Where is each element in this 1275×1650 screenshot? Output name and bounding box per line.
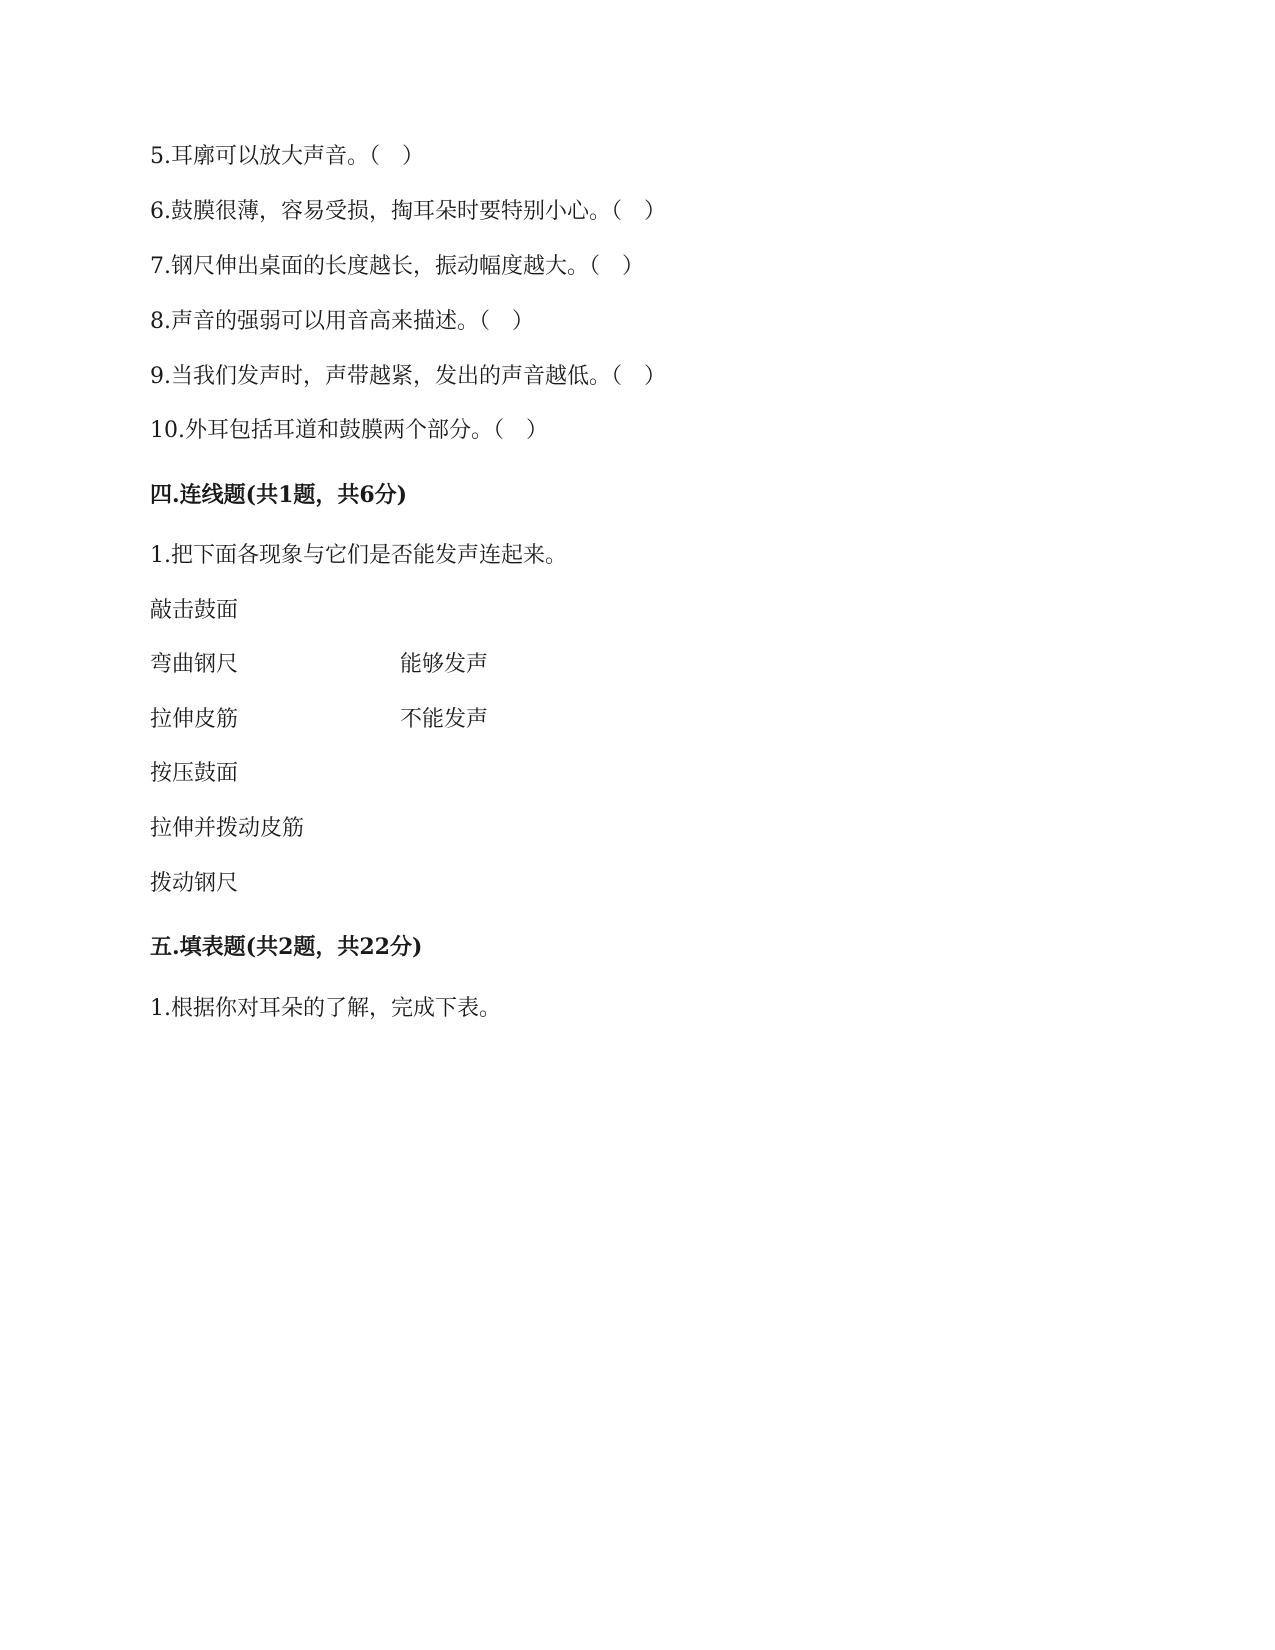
matching-left-item: 拉伸皮筋 xyxy=(150,707,239,732)
judgment-item-9: 9.当我们发声时，声带越紧，发出的声音越低。（ ） xyxy=(150,364,666,389)
section-heading-table: 五.填表题(共2题，共22分) xyxy=(150,934,423,960)
matching-left-item: 按压鼓面 xyxy=(150,761,239,786)
judgment-item-6: 6.鼓膜很薄，容易受损，掏耳朵时要特别小心。（ ） xyxy=(150,199,666,224)
matching-left-item: 拉伸并拨动皮筋 xyxy=(150,816,305,841)
matching-left-item: 弯曲钢尺 xyxy=(150,652,239,677)
judgment-item-7: 7.钢尺伸出桌面的长度越长，振动幅度越大。（ ） xyxy=(150,254,644,279)
matching-right-item: 能够发声 xyxy=(400,652,489,677)
matching-left-item: 拨动钢尺 xyxy=(150,871,239,896)
section-heading-matching: 四.连线题(共1题，共6分) xyxy=(150,482,408,508)
judgment-item-8: 8.声音的强弱可以用音高来描述。（ ） xyxy=(150,309,534,334)
judgment-item-10: 10.外耳包括耳道和鼓膜两个部分。（ ） xyxy=(150,418,548,443)
matching-right-item: 不能发声 xyxy=(400,707,489,732)
table-question: 1.根据你对耳朵的了解，完成下表。 xyxy=(150,996,501,1021)
judgment-item-5: 5.耳廓可以放大声音。（ ） xyxy=(150,144,424,169)
matching-question: 1.把下面各现象与它们是否能发声连起来。 xyxy=(150,543,567,568)
matching-left-item: 敲击鼓面 xyxy=(150,598,239,623)
